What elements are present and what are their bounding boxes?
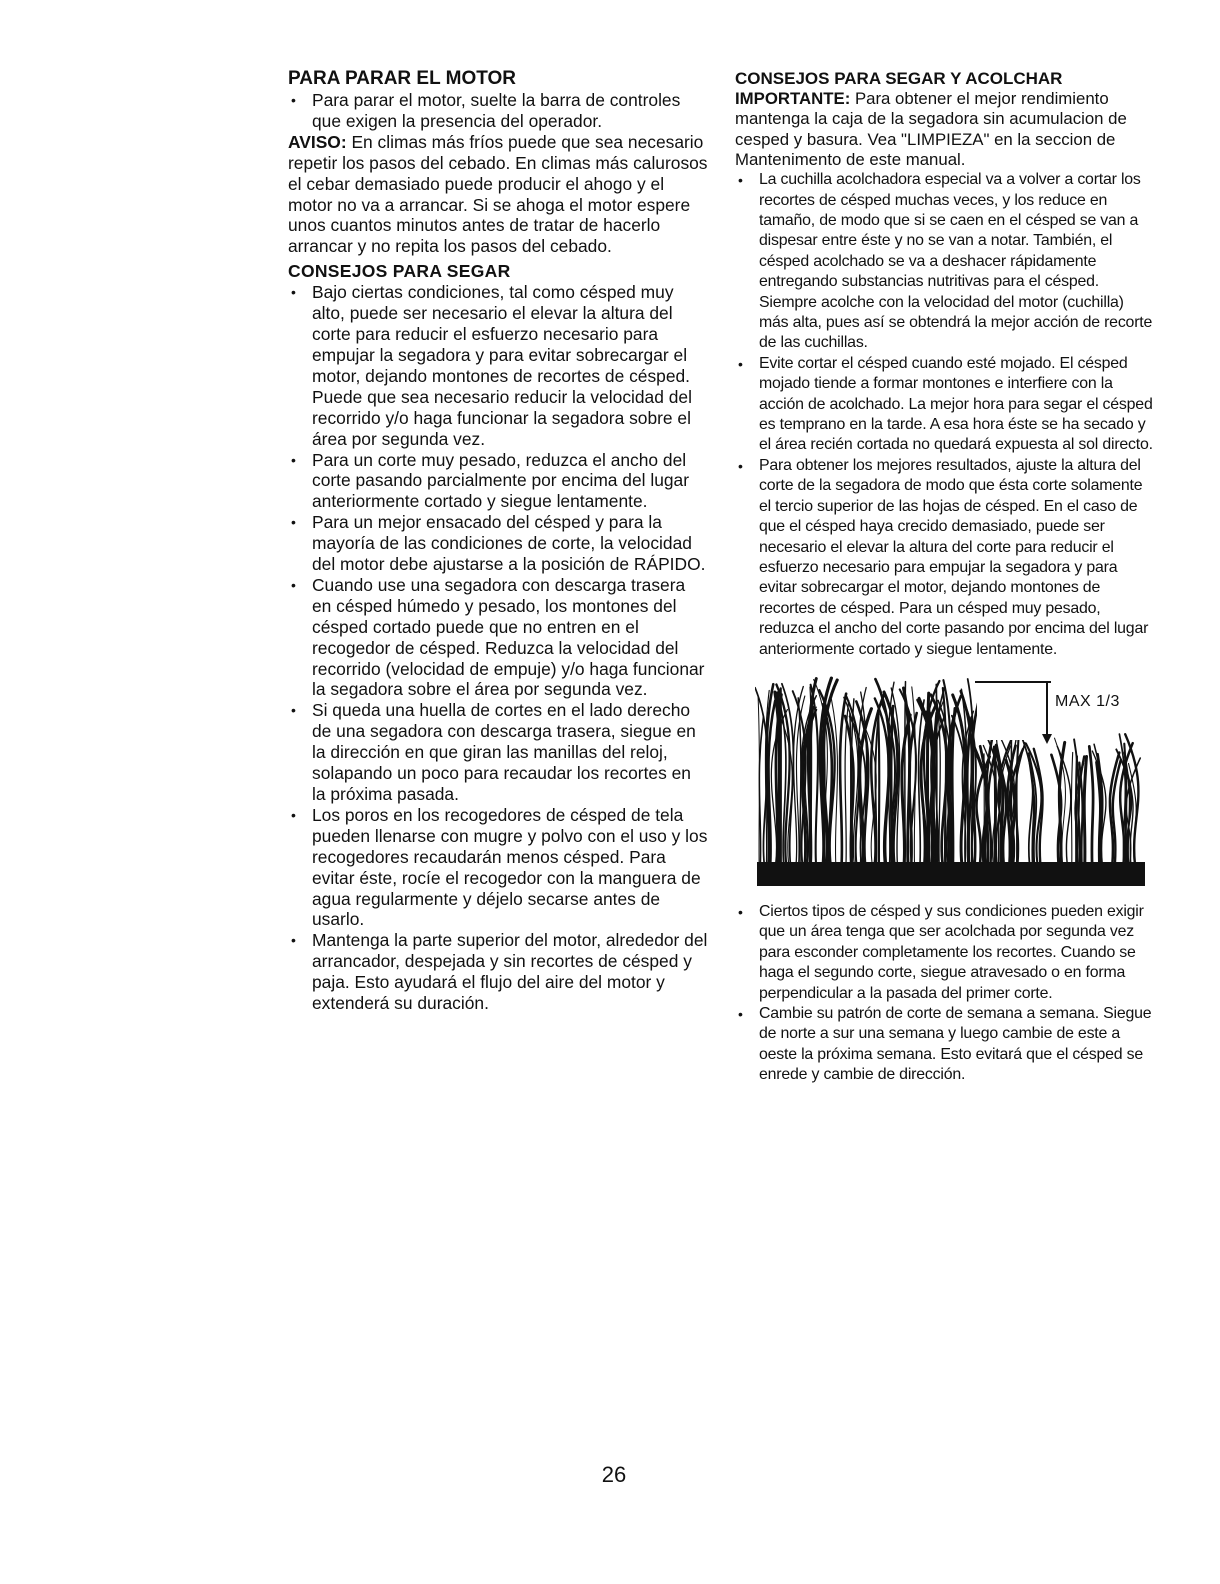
grass-blade — [759, 717, 763, 864]
mulching-tips-list-continued — [735, 902, 1153, 1086]
mowing-tips-list — [288, 282, 708, 1014]
list-item: • Para parar el motor, suelte la barra de controles que exigen la presencia del operador. — [288, 90, 708, 132]
grass-blade — [1076, 756, 1077, 864]
heading-mulching-tips: CONSEJOS PARA SEGAR Y ACOLCHAR — [735, 69, 1063, 88]
grass-blade — [1089, 746, 1093, 864]
mulching-tips-list — [735, 170, 1153, 660]
right-column — [735, 68, 1153, 1086]
important-label: IMPORTANTE: — [735, 89, 851, 108]
list-item: • Para obtener los mejores resultados, ajuste la altura del corte de la segadora de modo que ésta corte solamente el tercio superior de las hojas de césped. En el caso de que el césped haya crecido demasiado, puede ser necesario el elevar la altura del corte para reducir el esfuerzo necesario para empujar la segadora y para evitar sobrecargar el motor, dejando montones de recortes de césped. Para un césped muy pesado, reduzca el ancho del corte pasando por encima del lugar anteriormente cortado y siegue lentamente. — [735, 456, 1153, 660]
list-item: • Ciertos tipos de césped y sus condiciones pueden exigir que un área tenga que ser acolchada por segunda vez para esconder completamente los recortes. Cuando se haga el segundo corte, siegue atravesado o en forma perpendicular a la pasada del primer corte. — [735, 902, 1153, 1004]
grass-figure — [755, 674, 1147, 888]
heading-stop-engine: PARA PARAR EL MOTOR — [288, 68, 517, 89]
grass-blade — [824, 710, 826, 864]
grass-blade — [936, 684, 937, 864]
list-item: • Para un mejor ensacado del césped y para la mayoría de las condiciones de corte, la velocidad del motor debe ajustarse a la posición de RÁPIDO. — [288, 512, 708, 575]
important-text: Para obtener el mejor rendimiento mantenga la caja de la segadora sin acumulacion de cesped y basura. Vea "LIMPIEZA" en la seccion de Mantenimento de este manual. — [735, 89, 1127, 169]
grass-blade — [952, 708, 955, 864]
list-item: • Cuando use una segadora con descarga trasera en césped húmedo y pesado, los montones del césped cortado puede que no entren en el recogedor de césped. Reduzca la velocidad del recorrido (velocidad de empuje) y/o haga funcionar la segadora sobre el área por segunda vez. — [288, 575, 708, 700]
list-item: • Evite cortar el césped cuando esté mojado. El césped mojado tiende a formar montones e interfiere con la acción de acolchado. La mejor hora para segar el césped es temprano en la tarde. A esa hora éste se ha secado y el área recién cortada no quedará expuesta al sol directo. — [735, 354, 1153, 456]
aviso-paragraph — [288, 132, 708, 257]
heading-mowing-tips: CONSEJOS PARA SEGAR — [288, 261, 511, 282]
grass-base — [757, 862, 1145, 886]
important-paragraph — [735, 89, 1153, 170]
page-number: 26 — [601, 1462, 627, 1487]
list-item: • La cuchilla acolchadora especial va a volver a cortar los recortes de césped muchas veces, y los reduce en tamaño, de modo que si se caen en el césped se van a dispesar entre éste y no se van a notar. También, el césped acolchado se va a deshacer rápidamente entregando substancias nutritivas para el césped. Siempre acolche con la velocidad del motor (cuchilla) más alta, pues así se obtendrá la mejor acción de recorte de las cuchillas. — [735, 170, 1153, 354]
aviso-text: En climas más fríos puede que sea necesario repetir los pasos del cebado. En climas más calurosos el cebar demasiado puede producir el ahogo y el motor no va a arrancar. Si se ahoga el motor espere unos cuantos minutos antes de tratar de hacerlo arrancar y no repita los pasos del cebado. — [288, 131, 708, 257]
grass-blade — [891, 706, 893, 864]
list-item: • Los poros en los recogedores de césped de tela pueden llenarse con mugre y polvo con el uso y los recogedores recaudarán menos césped. Para evitar éste, rocíe el recogedor con la manguera de agua regularmente y déjelo secarse antes de usarlo. — [288, 805, 708, 930]
grass-blade — [1071, 752, 1072, 864]
grass-blade — [1084, 756, 1086, 864]
left-column — [288, 68, 708, 1014]
stop-engine-list — [288, 90, 708, 132]
max-gap — [977, 684, 1035, 740]
list-item: • Para un corte muy pesado, reduzca el ancho del corte pasando parcialmente por encima del lugar anteriormente cortado y siegue lentamente. — [288, 450, 708, 513]
aviso-label: AVISO: — [288, 131, 347, 152]
max-arrow-head — [1042, 734, 1052, 744]
list-item: • Bajo ciertas condiciones, tal como césped muy alto, puede ser necesario el elevar la altura del corte para reducir el esfuerzo necesario para empujar la segadora y para evitar sobrecargar el motor, dejando montones de recortes de césped. Puede que sea necesario reducir la velocidad del recorrido y/o haga funcionar la segadora sobre el área por segunda vez. — [288, 282, 708, 449]
list-item: • Cambie su patrón de corte de semana a semana. Siegue de norte a sur una semana y luego cambie de este a oeste la próxima semana. Esto evitará que el césped se enrede y cambie de dirección. — [735, 1004, 1153, 1086]
grass-blade — [994, 747, 995, 864]
max-one-third-label: MAX 1/3 — [1055, 692, 1120, 710]
list-item: • Si queda una huella de cortes en el lado derecho de una segadora con descarga trasera, siegue en la dirección en que giran las manillas del reloj, solapando un poco para recaudar los recortes en la próxima pasada. — [288, 700, 708, 805]
list-item: • Mantenga la parte superior del motor, alrededor del arrancador, despejada y sin recortes de césped y paja. Esto ayudará el flujo del aire del motor y extenderá su duración. — [288, 930, 708, 1014]
grass-blade — [878, 711, 879, 864]
